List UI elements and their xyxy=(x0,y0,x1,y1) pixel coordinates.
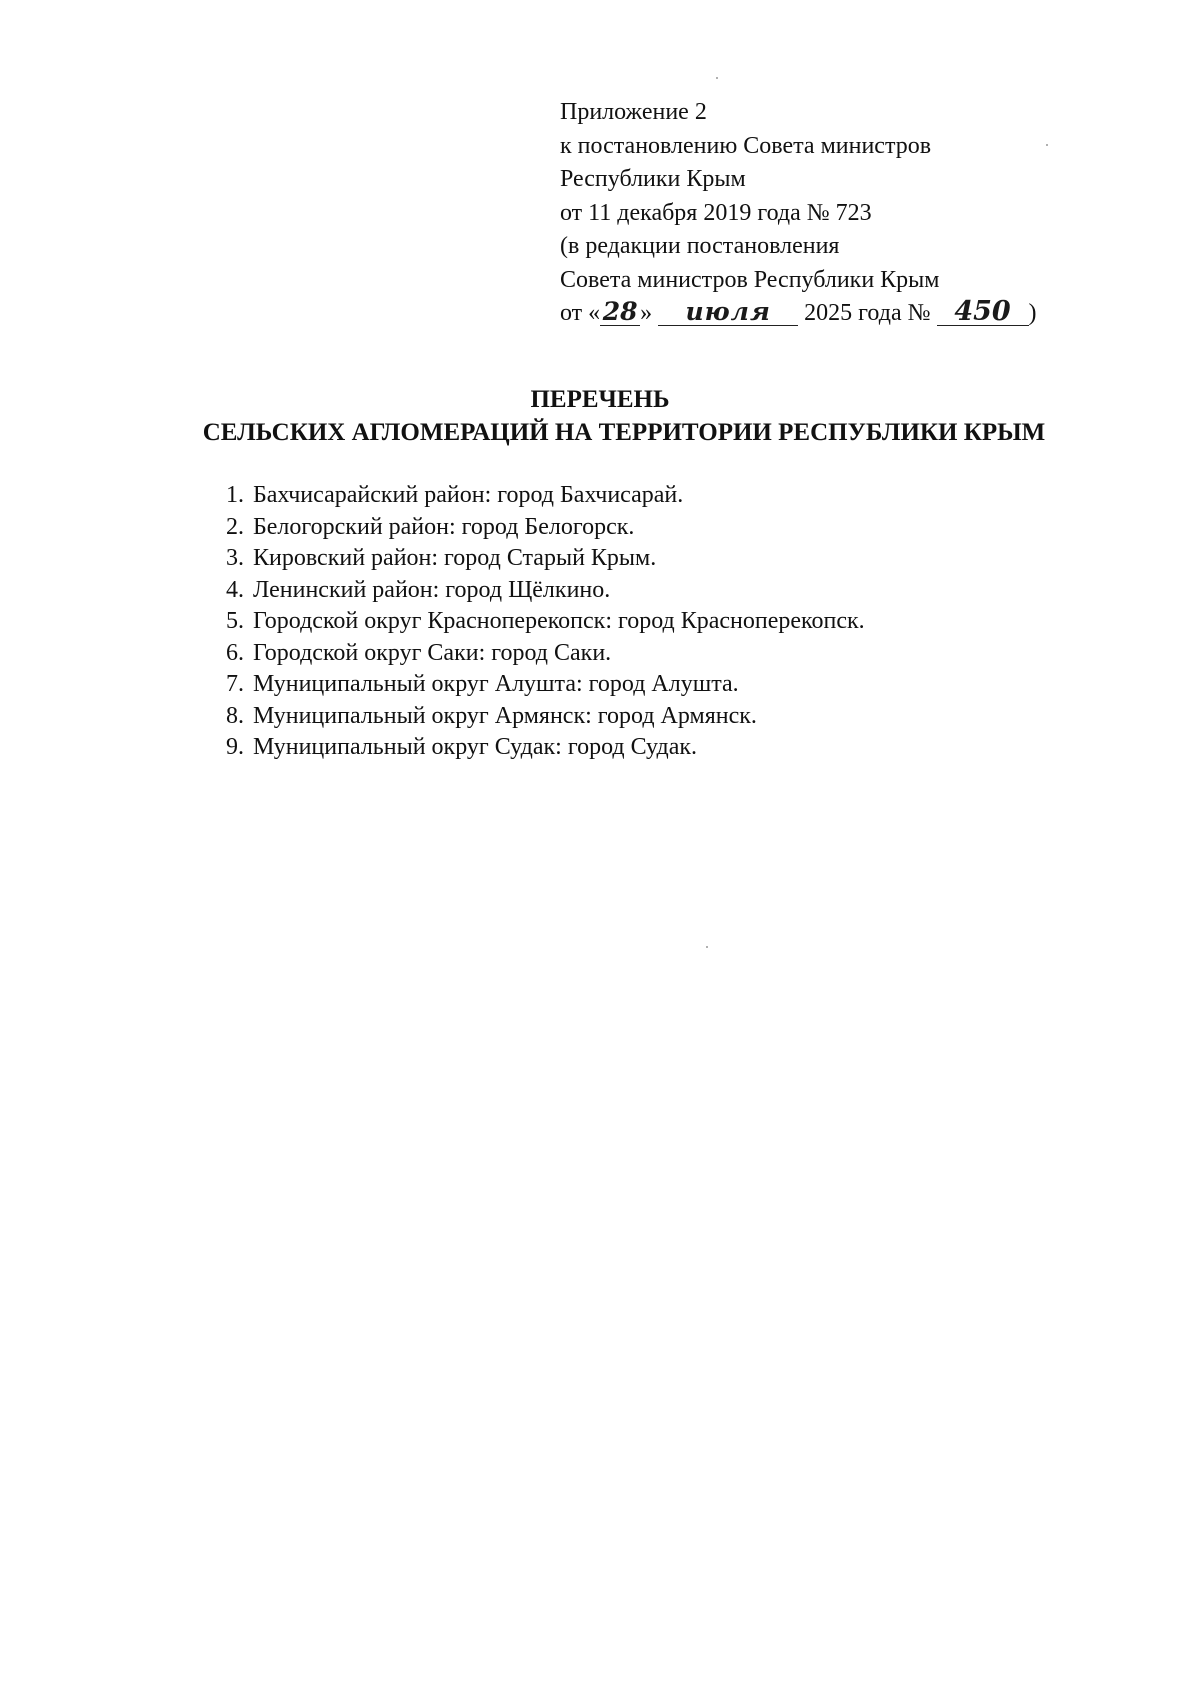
list-item xyxy=(204,638,865,670)
item-text: Городской округ Саки: город Саки. xyxy=(253,639,612,666)
item-text: Бахчисарайский район: город Бахчисарай. xyxy=(253,482,684,508)
item-number: 8. xyxy=(226,702,244,729)
item-number: 3. xyxy=(226,545,244,571)
scan-speck xyxy=(716,77,718,79)
amendment-date-line xyxy=(560,297,1120,331)
item-number: 9. xyxy=(226,734,244,760)
item-number: 5. xyxy=(226,608,244,634)
title-line: СЕЛЬСКИХ АГЛОМЕРАЦИЙ НА ТЕРРИТОРИИ РЕСПУБЛИКИ КРЫМ xyxy=(202,419,1046,446)
list-item xyxy=(204,512,865,544)
document-title xyxy=(0,383,1200,449)
item-text: Муниципальный округ Армянск: город Армянск. xyxy=(253,702,757,729)
date-close-paren: ) xyxy=(1028,300,1037,326)
list-item xyxy=(204,543,865,575)
item-text: Муниципальный округ Алушта: город Алушта. xyxy=(253,671,739,697)
item-number: 6. xyxy=(226,639,244,666)
handwritten-number: 450 xyxy=(937,299,1029,326)
list-item xyxy=(204,480,865,512)
item-number: 1. xyxy=(226,482,244,508)
handwritten-day: 28 xyxy=(600,299,640,326)
item-text: Городской округ Красноперекопск: город Красноперекопск. xyxy=(253,608,865,634)
appendix-line: Приложение 2 xyxy=(560,99,707,125)
appendix-line: к постановлению Совета министров xyxy=(560,132,932,159)
list-item xyxy=(204,701,865,733)
item-text: Ленинский район: город Щёлкино. xyxy=(253,576,611,603)
item-text: Муниципальный округ Судак: город Судак. xyxy=(253,734,698,760)
appendix-line: (в редакции постановления xyxy=(560,233,840,259)
item-text: Белогорский район: город Белогорск. xyxy=(253,513,635,540)
appendix-header xyxy=(560,96,1120,331)
scan-speck xyxy=(706,946,708,948)
list-item xyxy=(204,669,865,701)
appendix-line: Совета министров Республики Крым xyxy=(560,266,940,293)
item-number: 4. xyxy=(226,576,244,603)
list-item xyxy=(204,606,865,638)
title-line: ПЕРЕЧЕНЬ xyxy=(530,386,670,413)
agglomeration-list xyxy=(204,480,865,764)
item-number: 7. xyxy=(226,671,244,697)
item-number: 2. xyxy=(226,513,244,540)
list-item xyxy=(204,575,865,607)
appendix-line: Республики Крым xyxy=(560,166,746,192)
handwritten-month: июля xyxy=(658,299,798,326)
date-prefix: от « xyxy=(560,300,601,326)
scan-speck xyxy=(1046,144,1048,146)
item-text: Кировский район: город Старый Крым. xyxy=(253,545,657,571)
date-quote-close: » xyxy=(640,300,653,326)
appendix-line: от 11 декабря 2019 года № 723 xyxy=(560,199,872,226)
date-year-text: 2025 года № xyxy=(804,300,931,326)
list-item xyxy=(204,732,865,764)
